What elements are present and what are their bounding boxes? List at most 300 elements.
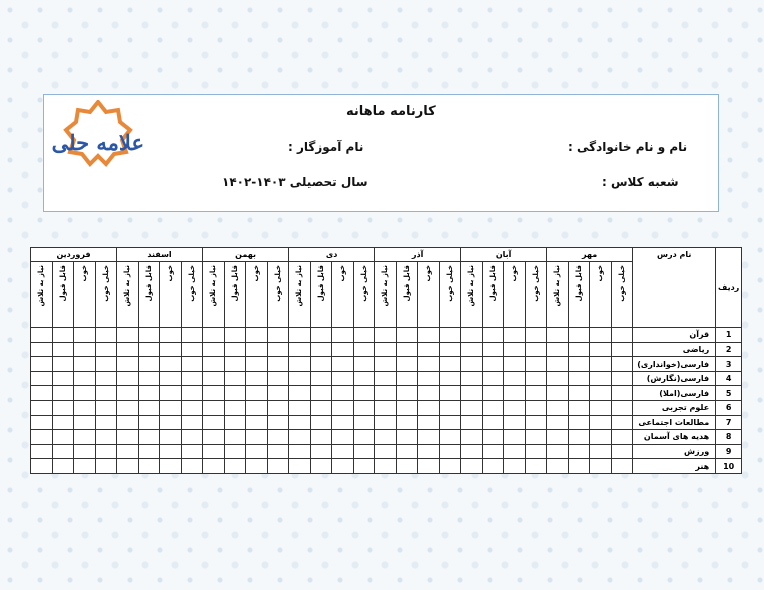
grade-cell[interactable] xyxy=(138,371,160,386)
grade-cell[interactable] xyxy=(74,328,96,343)
grade-cell[interactable] xyxy=(246,386,268,401)
grade-cell[interactable] xyxy=(461,328,483,343)
grade-cell[interactable] xyxy=(289,444,311,459)
table-row xyxy=(31,430,742,445)
grade-cell[interactable] xyxy=(439,371,461,386)
grade-cell[interactable] xyxy=(74,342,96,357)
grade-cell[interactable] xyxy=(568,430,590,445)
grade-cell[interactable] xyxy=(224,342,246,357)
grade-cell[interactable] xyxy=(547,444,569,459)
grade-cell[interactable] xyxy=(31,415,53,430)
grade-cell[interactable] xyxy=(181,342,203,357)
grade-cell[interactable] xyxy=(95,400,117,415)
grade-cell[interactable] xyxy=(590,386,612,401)
grade-cell[interactable] xyxy=(95,328,117,343)
grade-cell[interactable] xyxy=(568,444,590,459)
grade-cell[interactable] xyxy=(74,459,96,474)
grade-cell[interactable] xyxy=(246,444,268,459)
grade-cell[interactable] xyxy=(568,400,590,415)
grade-cell[interactable] xyxy=(138,342,160,357)
grade-cell[interactable] xyxy=(396,415,418,430)
grade-cell[interactable] xyxy=(267,342,289,357)
grade-cell[interactable] xyxy=(203,444,225,459)
grade-cell[interactable] xyxy=(418,400,440,415)
grade-cell[interactable] xyxy=(611,371,633,386)
grade-cell[interactable] xyxy=(203,430,225,445)
grade-cell[interactable] xyxy=(568,342,590,357)
grade-cell[interactable] xyxy=(396,430,418,445)
grade-cell[interactable] xyxy=(160,328,182,343)
grade-cell[interactable] xyxy=(396,342,418,357)
grade-cell[interactable] xyxy=(353,357,375,372)
grade-cell[interactable] xyxy=(138,357,160,372)
grade-cell[interactable] xyxy=(547,371,569,386)
grade-cell[interactable] xyxy=(74,400,96,415)
grade-cell[interactable] xyxy=(310,430,332,445)
grade-cell[interactable] xyxy=(160,444,182,459)
grade-cell[interactable] xyxy=(246,342,268,357)
grade-cell[interactable] xyxy=(160,400,182,415)
grade-cell[interactable] xyxy=(504,444,526,459)
grade-cell[interactable] xyxy=(590,371,612,386)
grade-cell[interactable] xyxy=(31,430,53,445)
grade-cell[interactable] xyxy=(117,371,139,386)
grade-cell[interactable] xyxy=(590,459,612,474)
teacher-name-label: نام آموزگار : xyxy=(288,140,364,154)
grade-cell[interactable] xyxy=(375,328,397,343)
grade-cell[interactable] xyxy=(396,386,418,401)
grade-cell[interactable] xyxy=(267,459,289,474)
grade-cell[interactable] xyxy=(310,342,332,357)
level-header xyxy=(95,262,117,328)
grade-cell[interactable] xyxy=(525,357,547,372)
grade-cell[interactable] xyxy=(461,459,483,474)
grade-cell[interactable] xyxy=(353,444,375,459)
grade-cell[interactable] xyxy=(289,430,311,445)
grade-cell[interactable] xyxy=(310,328,332,343)
grade-cell[interactable] xyxy=(160,357,182,372)
grade-cell[interactable] xyxy=(525,459,547,474)
grade-cell[interactable] xyxy=(117,444,139,459)
grade-cell[interactable] xyxy=(224,415,246,430)
grade-cell[interactable] xyxy=(31,371,53,386)
grade-cell[interactable] xyxy=(74,430,96,445)
grade-cell[interactable] xyxy=(74,415,96,430)
grade-cell[interactable] xyxy=(224,400,246,415)
grade-cell[interactable] xyxy=(332,371,354,386)
grade-cell[interactable] xyxy=(439,342,461,357)
grade-cell[interactable] xyxy=(482,386,504,401)
grade-cell[interactable] xyxy=(117,459,139,474)
grade-cell[interactable] xyxy=(138,415,160,430)
grade-cell[interactable] xyxy=(482,328,504,343)
grade-cell[interactable] xyxy=(504,459,526,474)
grade-cell[interactable] xyxy=(289,459,311,474)
grade-cell[interactable] xyxy=(353,400,375,415)
grade-cell[interactable] xyxy=(52,357,74,372)
grade-cell[interactable] xyxy=(525,430,547,445)
grade-cell[interactable] xyxy=(568,415,590,430)
grade-cell[interactable] xyxy=(267,444,289,459)
grade-cell[interactable] xyxy=(138,430,160,445)
grade-cell[interactable] xyxy=(418,386,440,401)
table-row xyxy=(31,400,742,415)
grade-cell[interactable] xyxy=(74,386,96,401)
grade-cell[interactable] xyxy=(181,444,203,459)
grade-cell[interactable] xyxy=(353,459,375,474)
grade-cell[interactable] xyxy=(418,444,440,459)
grade-cell[interactable] xyxy=(246,357,268,372)
grade-cell[interactable] xyxy=(117,342,139,357)
grade-cell[interactable] xyxy=(418,415,440,430)
grade-cell[interactable] xyxy=(375,371,397,386)
grade-cell[interactable] xyxy=(224,444,246,459)
grade-cell[interactable] xyxy=(138,459,160,474)
grade-cell[interactable] xyxy=(332,386,354,401)
grade-cell[interactable] xyxy=(504,328,526,343)
grade-cell[interactable] xyxy=(52,415,74,430)
grade-cell[interactable] xyxy=(525,400,547,415)
grade-cell[interactable] xyxy=(160,415,182,430)
grade-cell[interactable] xyxy=(138,386,160,401)
grade-cell[interactable] xyxy=(439,400,461,415)
grade-cell[interactable] xyxy=(289,357,311,372)
grade-cell[interactable] xyxy=(181,400,203,415)
grade-cell[interactable] xyxy=(568,386,590,401)
month-header: آذر xyxy=(375,248,461,262)
grade-cell[interactable] xyxy=(332,328,354,343)
grade-cell[interactable] xyxy=(138,444,160,459)
grade-cell[interactable] xyxy=(396,444,418,459)
grade-cell[interactable] xyxy=(267,386,289,401)
grade-cell[interactable] xyxy=(52,386,74,401)
grade-cell[interactable] xyxy=(418,357,440,372)
grade-cell[interactable] xyxy=(74,371,96,386)
grade-cell[interactable] xyxy=(74,444,96,459)
grade-cell[interactable] xyxy=(332,444,354,459)
grade-cell[interactable] xyxy=(504,415,526,430)
grade-cell[interactable] xyxy=(568,328,590,343)
grade-cell[interactable] xyxy=(52,430,74,445)
grade-cell[interactable] xyxy=(461,444,483,459)
grade-cell[interactable] xyxy=(353,342,375,357)
grade-cell[interactable] xyxy=(310,371,332,386)
grade-cell[interactable] xyxy=(31,357,53,372)
grade-cell[interactable] xyxy=(590,430,612,445)
grade-cell[interactable] xyxy=(181,357,203,372)
grade-cell[interactable] xyxy=(289,371,311,386)
grade-cell[interactable] xyxy=(590,444,612,459)
grade-cell[interactable] xyxy=(353,386,375,401)
grade-cell[interactable] xyxy=(439,328,461,343)
subject-name: هنر xyxy=(633,459,716,474)
grade-cell[interactable] xyxy=(396,328,418,343)
grade-cell[interactable] xyxy=(267,328,289,343)
lesson-name-header: نام درس xyxy=(633,248,716,328)
grade-cell[interactable] xyxy=(224,328,246,343)
row-number: 10 xyxy=(716,459,742,474)
grade-cell[interactable] xyxy=(482,459,504,474)
grade-cell[interactable] xyxy=(31,444,53,459)
grade-cell[interactable] xyxy=(267,430,289,445)
grade-cell[interactable] xyxy=(289,386,311,401)
grade-cell[interactable] xyxy=(332,415,354,430)
grade-cell[interactable] xyxy=(504,342,526,357)
grade-cell[interactable] xyxy=(568,459,590,474)
grade-cell[interactable] xyxy=(611,342,633,357)
grade-cell[interactable] xyxy=(590,357,612,372)
grade-cell[interactable] xyxy=(181,386,203,401)
grade-cell[interactable] xyxy=(52,371,74,386)
grade-cell[interactable] xyxy=(525,328,547,343)
grade-cell[interactable] xyxy=(181,430,203,445)
grade-cell[interactable] xyxy=(52,400,74,415)
grade-cell[interactable] xyxy=(181,328,203,343)
grade-cell[interactable] xyxy=(611,415,633,430)
grade-cell[interactable] xyxy=(160,459,182,474)
grade-cell[interactable] xyxy=(203,415,225,430)
grade-cell[interactable] xyxy=(138,400,160,415)
grade-cell[interactable] xyxy=(203,342,225,357)
grade-cell[interactable] xyxy=(95,459,117,474)
grade-cell[interactable] xyxy=(160,342,182,357)
grade-cell[interactable] xyxy=(246,430,268,445)
grade-cell[interactable] xyxy=(246,415,268,430)
grade-cell[interactable] xyxy=(525,386,547,401)
grade-cell[interactable] xyxy=(31,386,53,401)
grade-cell[interactable] xyxy=(611,386,633,401)
grade-cell[interactable] xyxy=(160,430,182,445)
grade-cell[interactable] xyxy=(439,459,461,474)
grade-cell[interactable] xyxy=(310,444,332,459)
grade-cell[interactable] xyxy=(375,430,397,445)
grade-cell[interactable] xyxy=(289,400,311,415)
grade-cell[interactable] xyxy=(246,400,268,415)
grade-cell[interactable] xyxy=(181,459,203,474)
grade-cell[interactable] xyxy=(375,342,397,357)
grade-cell[interactable] xyxy=(353,430,375,445)
grade-cell[interactable] xyxy=(246,328,268,343)
grade-cell[interactable] xyxy=(461,415,483,430)
grade-cell[interactable] xyxy=(418,342,440,357)
month-header: مهر xyxy=(547,248,633,262)
grade-cell[interactable] xyxy=(461,342,483,357)
grade-cell[interactable] xyxy=(439,444,461,459)
table-row xyxy=(31,386,742,401)
grade-cell[interactable] xyxy=(289,415,311,430)
grade-cell[interactable] xyxy=(160,386,182,401)
grade-cell[interactable] xyxy=(611,459,633,474)
grade-cell[interactable] xyxy=(482,371,504,386)
grade-cell[interactable] xyxy=(117,400,139,415)
grade-cell[interactable] xyxy=(160,371,182,386)
grade-cell[interactable] xyxy=(590,400,612,415)
grade-cell[interactable] xyxy=(224,357,246,372)
grade-cell[interactable] xyxy=(611,400,633,415)
grade-cell[interactable] xyxy=(224,459,246,474)
grade-cell[interactable] xyxy=(31,328,53,343)
grade-cell[interactable] xyxy=(203,371,225,386)
grade-cell[interactable] xyxy=(525,371,547,386)
grade-cell[interactable] xyxy=(332,459,354,474)
grade-cell[interactable] xyxy=(203,459,225,474)
grade-cell[interactable] xyxy=(289,328,311,343)
grade-cell[interactable] xyxy=(332,400,354,415)
grade-cell[interactable] xyxy=(396,371,418,386)
grade-cell[interactable] xyxy=(568,357,590,372)
grade-cell[interactable] xyxy=(267,371,289,386)
grade-cell[interactable] xyxy=(461,386,483,401)
grade-cell[interactable] xyxy=(289,342,311,357)
level-label: قابل قبول xyxy=(316,265,325,302)
grade-cell[interactable] xyxy=(504,357,526,372)
grade-cell[interactable] xyxy=(547,357,569,372)
grade-cell[interactable] xyxy=(418,459,440,474)
grade-cell[interactable] xyxy=(353,371,375,386)
grade-cell[interactable] xyxy=(203,357,225,372)
grade-cell[interactable] xyxy=(138,328,160,343)
grade-cell[interactable] xyxy=(547,459,569,474)
grade-cell[interactable] xyxy=(461,357,483,372)
grade-cell[interactable] xyxy=(525,415,547,430)
grade-cell[interactable] xyxy=(482,357,504,372)
grade-cell[interactable] xyxy=(504,400,526,415)
grade-cell[interactable] xyxy=(568,371,590,386)
grade-cell[interactable] xyxy=(439,415,461,430)
grade-cell[interactable] xyxy=(525,444,547,459)
grade-cell[interactable] xyxy=(396,357,418,372)
grade-cell[interactable] xyxy=(332,430,354,445)
level-label: قابل قبول xyxy=(402,265,411,302)
grade-cell[interactable] xyxy=(52,342,74,357)
grade-cell[interactable] xyxy=(267,357,289,372)
grade-cell[interactable] xyxy=(418,371,440,386)
grade-cell[interactable] xyxy=(525,342,547,357)
grade-cell[interactable] xyxy=(31,342,53,357)
grade-cell[interactable] xyxy=(224,371,246,386)
grade-cell[interactable] xyxy=(310,459,332,474)
grade-cell[interactable] xyxy=(117,430,139,445)
grade-cell[interactable] xyxy=(590,415,612,430)
grade-cell[interactable] xyxy=(95,371,117,386)
grade-cell[interactable] xyxy=(482,444,504,459)
grade-cell[interactable] xyxy=(52,459,74,474)
grade-cell[interactable] xyxy=(482,430,504,445)
grade-cell[interactable] xyxy=(611,357,633,372)
grade-cell[interactable] xyxy=(611,444,633,459)
school-year-label: سال تحصیلی ۱۴۰۳-۱۴۰۲ xyxy=(222,175,368,189)
level-header xyxy=(332,262,354,328)
grade-cell[interactable] xyxy=(375,386,397,401)
grade-cell[interactable] xyxy=(547,328,569,343)
grade-cell[interactable] xyxy=(310,386,332,401)
grade-cell[interactable] xyxy=(267,415,289,430)
table-row xyxy=(31,328,742,343)
grade-cell[interactable] xyxy=(117,415,139,430)
school-logo-text: علامه حلی xyxy=(51,130,144,155)
grade-cell[interactable] xyxy=(117,386,139,401)
grade-cell[interactable] xyxy=(310,357,332,372)
grade-cell[interactable] xyxy=(332,342,354,357)
grade-cell[interactable] xyxy=(310,415,332,430)
grade-cell[interactable] xyxy=(246,371,268,386)
grade-cell[interactable] xyxy=(547,430,569,445)
grade-cell[interactable] xyxy=(461,430,483,445)
grade-cell[interactable] xyxy=(504,371,526,386)
grade-cell[interactable] xyxy=(31,400,53,415)
grade-cell[interactable] xyxy=(375,415,397,430)
grade-cell[interactable] xyxy=(246,459,268,474)
level-header xyxy=(74,262,96,328)
grade-cell[interactable] xyxy=(547,342,569,357)
grade-cell[interactable] xyxy=(461,371,483,386)
grade-cell[interactable] xyxy=(396,400,418,415)
grade-cell[interactable] xyxy=(418,328,440,343)
grade-cell[interactable] xyxy=(310,400,332,415)
grade-cell[interactable] xyxy=(482,342,504,357)
grade-cell[interactable] xyxy=(224,386,246,401)
grade-cell[interactable] xyxy=(95,357,117,372)
level-label: نیاز به تلاش xyxy=(381,265,390,307)
grade-cell[interactable] xyxy=(547,415,569,430)
grade-cell[interactable] xyxy=(611,430,633,445)
grade-cell[interactable] xyxy=(95,444,117,459)
grade-cell[interactable] xyxy=(375,459,397,474)
grade-cell[interactable] xyxy=(95,430,117,445)
grade-cell[interactable] xyxy=(332,357,354,372)
grade-cell[interactable] xyxy=(611,328,633,343)
grade-cell[interactable] xyxy=(95,386,117,401)
grade-cell[interactable] xyxy=(547,386,569,401)
grade-cell[interactable] xyxy=(95,415,117,430)
grade-cell[interactable] xyxy=(117,328,139,343)
grade-cell[interactable] xyxy=(461,400,483,415)
grade-cell[interactable] xyxy=(439,357,461,372)
grade-cell[interactable] xyxy=(396,459,418,474)
grade-cell[interactable] xyxy=(117,357,139,372)
grade-cell[interactable] xyxy=(74,357,96,372)
grade-cell[interactable] xyxy=(224,430,246,445)
grade-cell[interactable] xyxy=(95,342,117,357)
grade-cell[interactable] xyxy=(375,400,397,415)
grade-cell[interactable] xyxy=(203,400,225,415)
grade-cell[interactable] xyxy=(482,400,504,415)
grade-cell[interactable] xyxy=(181,371,203,386)
grade-cell[interactable] xyxy=(439,430,461,445)
grade-cell[interactable] xyxy=(353,415,375,430)
grade-cell[interactable] xyxy=(203,328,225,343)
grade-cell[interactable] xyxy=(482,415,504,430)
grade-cell[interactable] xyxy=(547,400,569,415)
grade-cell[interactable] xyxy=(590,328,612,343)
grade-cell[interactable] xyxy=(590,342,612,357)
grade-cell[interactable] xyxy=(203,386,225,401)
grade-cell[interactable] xyxy=(181,415,203,430)
grade-cell[interactable] xyxy=(504,430,526,445)
grade-cell[interactable] xyxy=(52,328,74,343)
grade-cell[interactable] xyxy=(418,430,440,445)
grade-cell[interactable] xyxy=(267,400,289,415)
row-number: 8 xyxy=(716,430,742,445)
grade-cell[interactable] xyxy=(375,444,397,459)
grade-cell[interactable] xyxy=(52,444,74,459)
grade-cell[interactable] xyxy=(31,459,53,474)
grade-cell[interactable] xyxy=(439,386,461,401)
grade-cell[interactable] xyxy=(504,386,526,401)
table-row xyxy=(31,444,742,459)
grade-cell[interactable] xyxy=(375,357,397,372)
grade-cell[interactable] xyxy=(353,328,375,343)
